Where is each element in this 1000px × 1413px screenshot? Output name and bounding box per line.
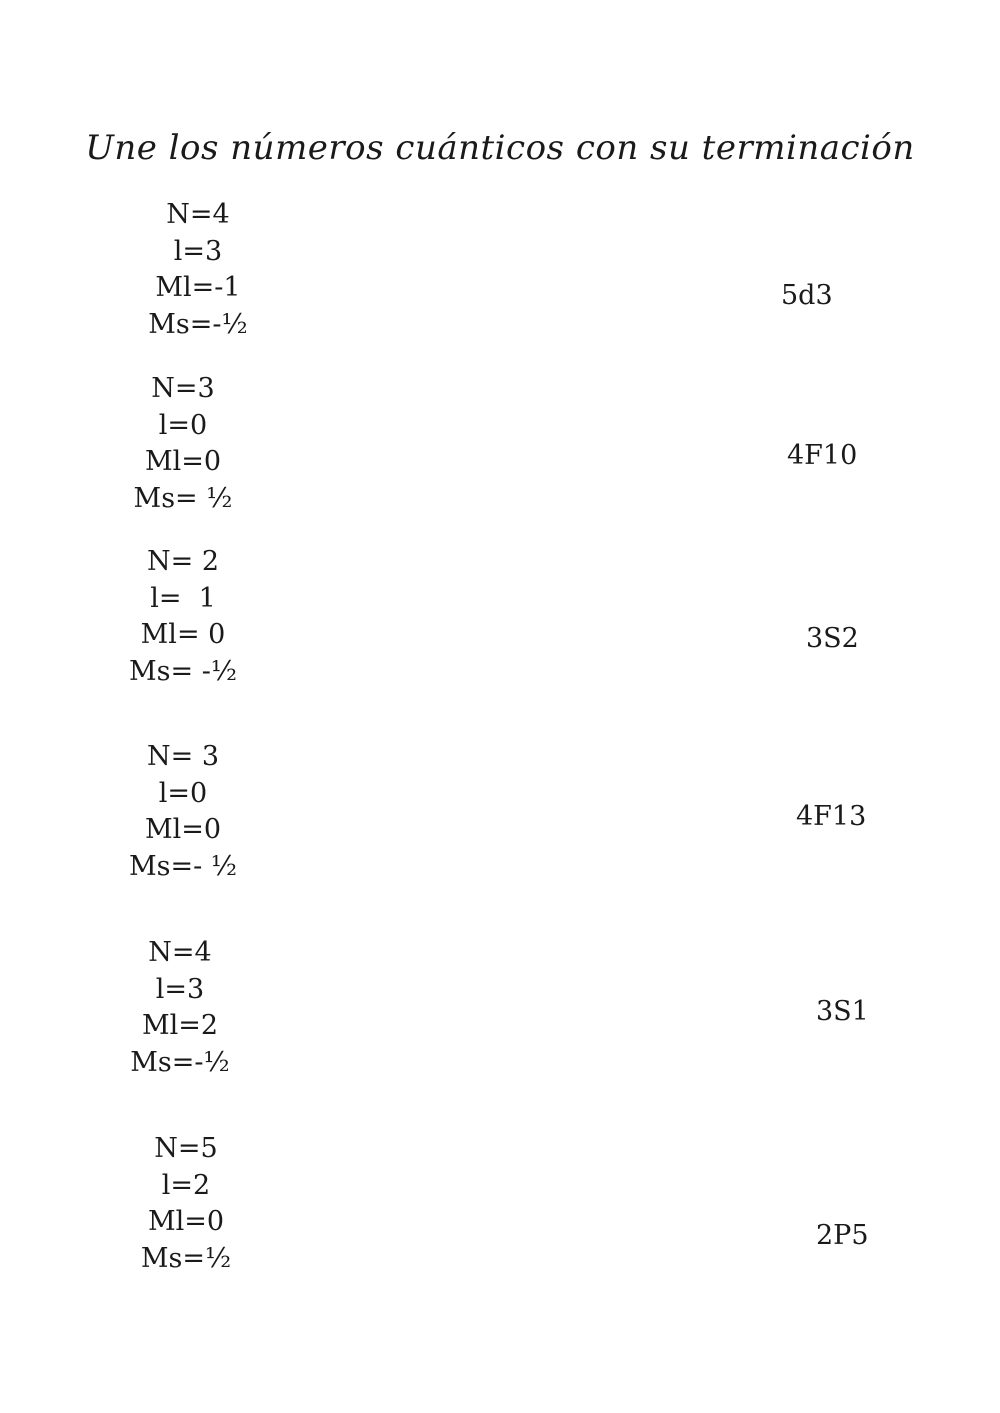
quantum-set-4	[123, 739, 243, 885]
principal-number: N= 3	[146, 741, 219, 772]
azimuthal-number: l=3	[173, 235, 223, 267]
magnetic-number: Ml=0	[147, 1206, 225, 1237]
quantum-set-2	[123, 371, 243, 517]
azimuthal-number: l=0	[158, 777, 208, 809]
quantum-set-6	[126, 1131, 246, 1277]
termination-4: 4F13	[796, 801, 867, 832]
spin-number: Ms= -½	[129, 655, 237, 687]
spin-number: Ms=-½	[130, 1046, 230, 1078]
termination-1: 5d3	[781, 280, 833, 311]
principal-number: N= 2	[146, 546, 219, 577]
magnetic-number: Ml=0	[144, 446, 222, 477]
termination-2: 4F10	[787, 440, 858, 471]
magnetic-number: Ml=0	[144, 814, 222, 845]
termination-3: 3S2	[806, 623, 859, 654]
azimuthal-number: l=3	[155, 973, 205, 1005]
termination-5: 3S1	[816, 996, 869, 1027]
magnetic-number: Ml=-1	[155, 272, 241, 303]
worksheet-title: Une los números cuánticos con su terminación	[85, 128, 915, 168]
principal-number: N=4	[166, 199, 230, 230]
azimuthal-number: l= 1	[150, 582, 216, 614]
quantum-set-3	[123, 544, 243, 690]
spin-number: Ms= ½	[133, 482, 233, 514]
quantum-set-5	[120, 935, 240, 1081]
azimuthal-number: l=0	[158, 409, 208, 441]
termination-6: 2P5	[816, 1220, 869, 1251]
spin-number: Ms=½	[140, 1242, 232, 1274]
spin-number: Ms=- ½	[129, 850, 237, 882]
principal-number: N=4	[148, 937, 212, 968]
azimuthal-number: l=2	[161, 1169, 211, 1201]
magnetic-number: Ml= 0	[140, 619, 226, 650]
quantum-set-1	[138, 197, 258, 343]
principal-number: N=3	[151, 373, 215, 404]
spin-number: Ms=-½	[148, 308, 248, 340]
principal-number: N=5	[154, 1133, 218, 1164]
magnetic-number: Ml=2	[141, 1010, 219, 1041]
